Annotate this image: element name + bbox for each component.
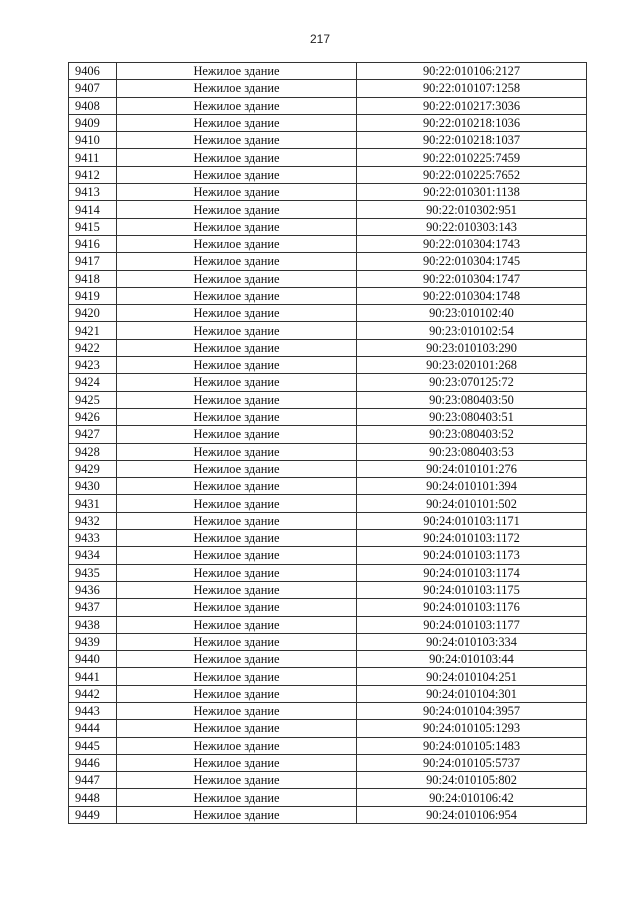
- row-number-cell: 9444: [69, 720, 117, 737]
- table-row: [69, 63, 587, 80]
- object-type-cell: Нежилое здание: [117, 581, 357, 598]
- row-number-cell: 9415: [69, 218, 117, 235]
- cadastral-number-cell: 90:24:010106:42: [357, 789, 587, 806]
- cadastral-number-cell: 90:24:010101:394: [357, 478, 587, 495]
- cadastral-number-cell: 90:24:010103:44: [357, 651, 587, 668]
- object-type-cell: Нежилое здание: [117, 253, 357, 270]
- object-type-cell: Нежилое здание: [117, 599, 357, 616]
- table-row: [69, 287, 587, 304]
- object-type-cell: Нежилое здание: [117, 184, 357, 201]
- object-type-cell: Нежилое здание: [117, 702, 357, 719]
- row-number-cell: 9438: [69, 616, 117, 633]
- object-type-cell: Нежилое здание: [117, 374, 357, 391]
- registry-table-body: [69, 63, 587, 824]
- table-row: [69, 253, 587, 270]
- row-number-cell: 9429: [69, 460, 117, 477]
- cadastral-number-cell: 90:23:080403:52: [357, 426, 587, 443]
- table-row: [69, 218, 587, 235]
- cadastral-number-cell: 90:22:010302:951: [357, 201, 587, 218]
- cadastral-number-cell: 90:22:010225:7459: [357, 149, 587, 166]
- object-type-cell: Нежилое здание: [117, 322, 357, 339]
- object-type-cell: Нежилое здание: [117, 806, 357, 823]
- row-number-cell: 9426: [69, 408, 117, 425]
- row-number-cell: 9418: [69, 270, 117, 287]
- object-type-cell: Нежилое здание: [117, 218, 357, 235]
- row-number-cell: 9430: [69, 478, 117, 495]
- table-row: [69, 357, 587, 374]
- cadastral-number-cell: 90:23:020101:268: [357, 357, 587, 374]
- object-type-cell: Нежилое здание: [117, 132, 357, 149]
- table-row: [69, 616, 587, 633]
- row-number-cell: 9425: [69, 391, 117, 408]
- row-number-cell: 9412: [69, 166, 117, 183]
- cadastral-number-cell: 90:23:010102:54: [357, 322, 587, 339]
- row-number-cell: 9435: [69, 564, 117, 581]
- cadastral-number-cell: 90:24:010103:1176: [357, 599, 587, 616]
- object-type-cell: Нежилое здание: [117, 495, 357, 512]
- object-type-cell: Нежилое здание: [117, 460, 357, 477]
- row-number-cell: 9441: [69, 668, 117, 685]
- object-type-cell: Нежилое здание: [117, 391, 357, 408]
- table-row: [69, 322, 587, 339]
- table-row: [69, 599, 587, 616]
- cadastral-number-cell: 90:24:010105:802: [357, 772, 587, 789]
- table-row: [69, 149, 587, 166]
- cadastral-number-cell: 90:22:010304:1748: [357, 287, 587, 304]
- table-row: [69, 339, 587, 356]
- object-type-cell: Нежилое здание: [117, 564, 357, 581]
- cadastral-number-cell: 90:23:080403:50: [357, 391, 587, 408]
- object-type-cell: Нежилое здание: [117, 512, 357, 529]
- cadastral-number-cell: 90:24:010105:5737: [357, 754, 587, 771]
- row-number-cell: 9434: [69, 547, 117, 564]
- row-number-cell: 9423: [69, 357, 117, 374]
- row-number-cell: 9437: [69, 599, 117, 616]
- cadastral-number-cell: 90:22:010106:2127: [357, 63, 587, 80]
- table-row: [69, 772, 587, 789]
- row-number-cell: 9433: [69, 530, 117, 547]
- object-type-cell: Нежилое здание: [117, 616, 357, 633]
- table-row: [69, 80, 587, 97]
- table-row: [69, 651, 587, 668]
- row-number-cell: 9419: [69, 287, 117, 304]
- table-row: [69, 685, 587, 702]
- row-number-cell: 9407: [69, 80, 117, 97]
- table-row: [69, 132, 587, 149]
- cadastral-number-cell: 90:24:010103:1172: [357, 530, 587, 547]
- cadastral-number-cell: 90:22:010303:143: [357, 218, 587, 235]
- cadastral-number-cell: 90:24:010103:1177: [357, 616, 587, 633]
- row-number-cell: 9406: [69, 63, 117, 80]
- object-type-cell: Нежилое здание: [117, 772, 357, 789]
- object-type-cell: Нежилое здание: [117, 737, 357, 754]
- object-type-cell: Нежилое здание: [117, 685, 357, 702]
- row-number-cell: 9443: [69, 702, 117, 719]
- row-number-cell: 9445: [69, 737, 117, 754]
- cadastral-number-cell: 90:24:010104:301: [357, 685, 587, 702]
- row-number-cell: 9427: [69, 426, 117, 443]
- row-number-cell: 9424: [69, 374, 117, 391]
- table-row: [69, 530, 587, 547]
- cadastral-number-cell: 90:22:010304:1745: [357, 253, 587, 270]
- cadastral-number-cell: 90:24:010103:1171: [357, 512, 587, 529]
- object-type-cell: Нежилое здание: [117, 80, 357, 97]
- object-type-cell: Нежилое здание: [117, 201, 357, 218]
- object-type-cell: Нежилое здание: [117, 651, 357, 668]
- table-row: [69, 720, 587, 737]
- row-number-cell: 9408: [69, 97, 117, 114]
- row-number-cell: 9432: [69, 512, 117, 529]
- object-type-cell: Нежилое здание: [117, 530, 357, 547]
- table-row: [69, 408, 587, 425]
- table-row: [69, 581, 587, 598]
- table-row: [69, 166, 587, 183]
- table-row: [69, 426, 587, 443]
- row-number-cell: 9440: [69, 651, 117, 668]
- object-type-cell: Нежилое здание: [117, 668, 357, 685]
- cadastral-number-cell: 90:22:010225:7652: [357, 166, 587, 183]
- object-type-cell: Нежилое здание: [117, 547, 357, 564]
- object-type-cell: Нежилое здание: [117, 114, 357, 131]
- object-type-cell: Нежилое здание: [117, 426, 357, 443]
- cadastral-number-cell: 90:22:010217:3036: [357, 97, 587, 114]
- cadastral-number-cell: 90:23:080403:51: [357, 408, 587, 425]
- table-row: [69, 806, 587, 823]
- cadastral-number-cell: 90:24:010101:276: [357, 460, 587, 477]
- table-row: [69, 668, 587, 685]
- row-number-cell: 9414: [69, 201, 117, 218]
- cadastral-number-cell: 90:24:010106:954: [357, 806, 587, 823]
- table-row: [69, 547, 587, 564]
- table-row: [69, 201, 587, 218]
- object-type-cell: Нежилое здание: [117, 633, 357, 650]
- row-number-cell: 9448: [69, 789, 117, 806]
- cadastral-number-cell: 90:22:010218:1037: [357, 132, 587, 149]
- row-number-cell: 9446: [69, 754, 117, 771]
- cadastral-number-cell: 90:24:010103:334: [357, 633, 587, 650]
- cadastral-number-cell: 90:24:010104:3957: [357, 702, 587, 719]
- cadastral-number-cell: 90:24:010103:1173: [357, 547, 587, 564]
- object-type-cell: Нежилое здание: [117, 166, 357, 183]
- cadastral-number-cell: 90:24:010101:502: [357, 495, 587, 512]
- table-row: [69, 737, 587, 754]
- object-type-cell: Нежилое здание: [117, 287, 357, 304]
- table-row: [69, 184, 587, 201]
- object-type-cell: Нежилое здание: [117, 270, 357, 287]
- row-number-cell: 9436: [69, 581, 117, 598]
- table-row: [69, 478, 587, 495]
- cadastral-number-cell: 90:24:010103:1174: [357, 564, 587, 581]
- object-type-cell: Нежилое здание: [117, 339, 357, 356]
- row-number-cell: 9428: [69, 443, 117, 460]
- object-type-cell: Нежилое здание: [117, 478, 357, 495]
- page-number: 217: [309, 32, 331, 46]
- table-row: [69, 114, 587, 131]
- row-number-cell: 9413: [69, 184, 117, 201]
- row-number-cell: 9422: [69, 339, 117, 356]
- table-row: [69, 702, 587, 719]
- table-row: [69, 564, 587, 581]
- row-number-cell: 9410: [69, 132, 117, 149]
- object-type-cell: Нежилое здание: [117, 357, 357, 374]
- table-row: [69, 391, 587, 408]
- table-row: [69, 789, 587, 806]
- cadastral-number-cell: 90:22:010218:1036: [357, 114, 587, 131]
- row-number-cell: 9447: [69, 772, 117, 789]
- table-row: [69, 495, 587, 512]
- cadastral-number-cell: 90:22:010301:1138: [357, 184, 587, 201]
- row-number-cell: 9421: [69, 322, 117, 339]
- registry-table: [68, 62, 587, 824]
- object-type-cell: Нежилое здание: [117, 305, 357, 322]
- cadastral-number-cell: 90:22:010304:1743: [357, 235, 587, 252]
- cadastral-number-cell: 90:23:010103:290: [357, 339, 587, 356]
- cadastral-number-cell: 90:22:010304:1747: [357, 270, 587, 287]
- object-type-cell: Нежилое здание: [117, 720, 357, 737]
- table-row: [69, 460, 587, 477]
- row-number-cell: 9439: [69, 633, 117, 650]
- object-type-cell: Нежилое здание: [117, 149, 357, 166]
- cadastral-number-cell: 90:23:080403:53: [357, 443, 587, 460]
- row-number-cell: 9420: [69, 305, 117, 322]
- object-type-cell: Нежилое здание: [117, 789, 357, 806]
- cadastral-number-cell: 90:24:010105:1483: [357, 737, 587, 754]
- cadastral-number-cell: 90:23:010102:40: [357, 305, 587, 322]
- cadastral-number-cell: 90:24:010104:251: [357, 668, 587, 685]
- row-number-cell: 9431: [69, 495, 117, 512]
- cadastral-number-cell: 90:22:010107:1258: [357, 80, 587, 97]
- object-type-cell: Нежилое здание: [117, 408, 357, 425]
- table-row: [69, 97, 587, 114]
- row-number-cell: 9449: [69, 806, 117, 823]
- cadastral-number-cell: 90:24:010105:1293: [357, 720, 587, 737]
- table-row: [69, 633, 587, 650]
- row-number-cell: 9409: [69, 114, 117, 131]
- row-number-cell: 9442: [69, 685, 117, 702]
- object-type-cell: Нежилое здание: [117, 63, 357, 80]
- object-type-cell: Нежилое здание: [117, 97, 357, 114]
- row-number-cell: 9411: [69, 149, 117, 166]
- table-row: [69, 512, 587, 529]
- row-number-cell: 9416: [69, 235, 117, 252]
- object-type-cell: Нежилое здание: [117, 443, 357, 460]
- table-row: [69, 235, 587, 252]
- object-type-cell: Нежилое здание: [117, 235, 357, 252]
- table-row: [69, 443, 587, 460]
- object-type-cell: Нежилое здание: [117, 754, 357, 771]
- table-row: [69, 270, 587, 287]
- table-row: [69, 754, 587, 771]
- cadastral-number-cell: 90:24:010103:1175: [357, 581, 587, 598]
- cadastral-number-cell: 90:23:070125:72: [357, 374, 587, 391]
- table-row: [69, 305, 587, 322]
- table-row: [69, 374, 587, 391]
- row-number-cell: 9417: [69, 253, 117, 270]
